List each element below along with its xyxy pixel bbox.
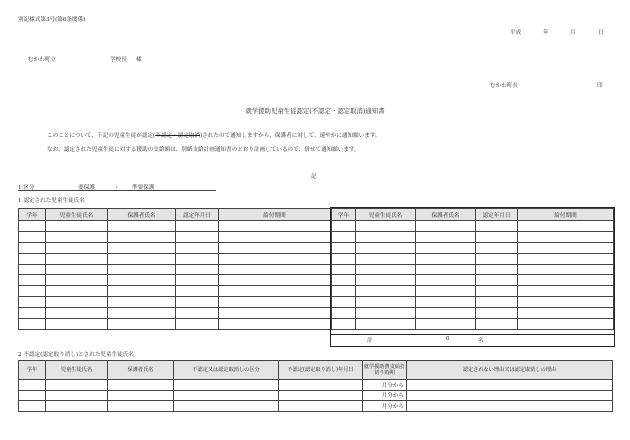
table-row <box>332 319 614 330</box>
col-student-name: 児童生徒氏名 <box>46 361 108 380</box>
student-name-cell[interactable] <box>356 275 416 286</box>
table-row <box>19 308 331 319</box>
recognition-date-cell[interactable] <box>476 297 518 308</box>
student-name-cell[interactable] <box>46 401 108 412</box>
revocation-date-cell[interactable] <box>279 390 363 401</box>
recognition-date-cell[interactable] <box>476 275 518 286</box>
total-unit: 名 <box>478 338 484 344</box>
recognition-date-cell[interactable] <box>176 286 219 297</box>
student-name-cell[interactable] <box>356 253 416 264</box>
unrecognized-table <box>18 360 613 412</box>
table-header-row <box>19 361 613 380</box>
recognition-date-cell[interactable] <box>476 242 518 253</box>
grade-cell[interactable] <box>19 264 46 275</box>
ki-heading: 記 <box>311 174 317 180</box>
benefit-period-cell[interactable] <box>219 242 331 253</box>
guardian-name-cell[interactable] <box>108 380 174 391</box>
col-cutoff-period: 就学援助費支給打切り時期 <box>363 361 407 380</box>
revocation-type-cell[interactable] <box>174 401 279 412</box>
student-name-cell[interactable] <box>356 231 416 242</box>
table-header-row <box>19 209 331 221</box>
grade-cell[interactable] <box>332 297 356 308</box>
col-recognition-date: 認定年月日 <box>476 209 518 221</box>
guardian-name-cell[interactable] <box>108 264 176 275</box>
recognition-date-cell[interactable] <box>476 231 518 242</box>
student-name-cell[interactable] <box>46 221 108 232</box>
col-guardian-name: 保護者氏名 <box>108 361 174 380</box>
guardian-name-cell[interactable] <box>108 221 176 232</box>
table-row <box>332 308 614 319</box>
recognition-date-cell[interactable] <box>476 221 518 232</box>
guardian-name-cell[interactable] <box>108 286 176 297</box>
table-row <box>19 380 613 391</box>
reason-cell[interactable] <box>407 390 613 401</box>
date-year-unit: 年 <box>543 30 549 36</box>
recognition-date-cell[interactable] <box>176 253 219 264</box>
benefit-period-cell[interactable] <box>219 286 331 297</box>
col-guardian-name: 保護者氏名 <box>416 209 476 221</box>
section2-heading: 2 不認定(認定取り消し)とされた児童生徒氏名 <box>18 352 134 358</box>
guardian-name-cell[interactable] <box>416 253 476 264</box>
grade-cell[interactable] <box>332 253 356 264</box>
col-reason: 認定されない理由又は認定取消しの理由 <box>407 361 613 380</box>
recognition-date-cell[interactable] <box>476 286 518 297</box>
recognition-date-cell[interactable] <box>476 253 518 264</box>
guardian-name-cell[interactable] <box>416 264 476 275</box>
grade-cell[interactable] <box>332 231 356 242</box>
recognition-date-cell[interactable] <box>176 297 219 308</box>
recognition-date-cell[interactable] <box>176 242 219 253</box>
grade-cell[interactable] <box>332 308 356 319</box>
guardian-name-cell[interactable] <box>416 242 476 253</box>
student-name-cell[interactable] <box>356 297 416 308</box>
revocation-date-cell[interactable] <box>279 401 363 412</box>
recognized-table-right <box>331 208 614 330</box>
reason-cell[interactable] <box>407 401 613 412</box>
benefit-period-cell[interactable] <box>219 297 331 308</box>
table-row <box>332 275 614 286</box>
col-grade: 学年 <box>19 209 46 221</box>
body-line-1 <box>47 131 381 139</box>
benefit-period-cell[interactable] <box>219 231 331 242</box>
col-grade: 学年 <box>332 209 356 221</box>
total-row <box>330 333 615 347</box>
table-row <box>332 221 614 232</box>
student-name-cell[interactable] <box>46 253 108 264</box>
grade-cell[interactable] <box>19 319 46 330</box>
table-header-row <box>332 209 614 221</box>
col-benefit-period: 給付期間 <box>518 209 614 221</box>
guardian-name-cell[interactable] <box>416 231 476 242</box>
body-line-1-before: このことについて、下記の児童生徒が認定( <box>47 133 156 139</box>
document-title: 就学援助児童生徒認定(不認定・認定取消)通知書 <box>245 107 385 115</box>
benefit-period-cell[interactable] <box>219 308 331 319</box>
student-name-cell[interactable] <box>46 275 108 286</box>
table-row <box>19 275 331 286</box>
student-name-cell[interactable] <box>46 286 108 297</box>
reason-cell[interactable] <box>407 380 613 391</box>
table-row <box>19 401 613 412</box>
revocation-date-cell[interactable] <box>279 380 363 391</box>
guardian-name-cell[interactable] <box>108 390 174 401</box>
table-row <box>332 231 614 242</box>
grade-cell[interactable] <box>19 390 46 401</box>
student-name-cell[interactable] <box>46 264 108 275</box>
table-row <box>19 231 331 242</box>
benefit-period-cell[interactable] <box>518 297 614 308</box>
total-label: 計 <box>367 338 373 344</box>
guardian-name-cell[interactable] <box>108 319 176 330</box>
guardian-name-cell[interactable] <box>416 308 476 319</box>
grade-cell[interactable] <box>19 275 46 286</box>
benefit-period-cell[interactable] <box>518 231 614 242</box>
table-row <box>19 253 331 264</box>
benefit-period-cell[interactable] <box>518 253 614 264</box>
grade-cell[interactable] <box>19 231 46 242</box>
addressee-school: 学校長 <box>110 57 127 63</box>
date-month-unit: 月 <box>570 30 576 36</box>
table-row <box>19 390 613 401</box>
guardian-name-cell[interactable] <box>108 297 176 308</box>
recognition-date-cell[interactable] <box>476 319 518 330</box>
grade-cell[interactable] <box>332 221 356 232</box>
cutoff-cell[interactable]: 月分から <box>363 390 407 401</box>
student-name-cell[interactable] <box>46 231 108 242</box>
table-row <box>332 286 614 297</box>
table-row <box>332 242 614 253</box>
guardian-name-cell[interactable] <box>108 231 176 242</box>
recognition-date-cell[interactable] <box>476 264 518 275</box>
benefit-period-cell[interactable] <box>518 286 614 297</box>
benefit-period-cell[interactable] <box>219 253 331 264</box>
sender-seal: 印 <box>597 83 603 89</box>
section1-underline <box>18 190 216 191</box>
table-row <box>19 242 331 253</box>
table-row <box>332 264 614 275</box>
col-guardian-name: 保護者氏名 <box>108 209 176 221</box>
grade-cell[interactable] <box>19 401 46 412</box>
grade-cell[interactable] <box>19 380 46 391</box>
grade-cell[interactable] <box>19 221 46 232</box>
body-line-1-after: )されたので通知しますから、保護者に対して、速やかに通知願います。 <box>200 133 381 139</box>
grade-cell[interactable] <box>332 242 356 253</box>
grade-cell[interactable] <box>332 275 356 286</box>
student-name-cell[interactable] <box>46 308 108 319</box>
table-row <box>19 319 331 330</box>
guardian-name-cell[interactable] <box>416 297 476 308</box>
student-name-cell[interactable] <box>356 286 416 297</box>
guardian-name-cell[interactable] <box>108 242 176 253</box>
benefit-period-cell[interactable] <box>518 319 614 330</box>
student-name-cell[interactable] <box>356 242 416 253</box>
section1-separator: ・ <box>114 185 120 191</box>
col-recognition-date: 認定年月日 <box>176 209 219 221</box>
grade-cell[interactable] <box>332 264 356 275</box>
guardian-name-cell[interactable] <box>416 319 476 330</box>
recognition-date-cell[interactable] <box>176 231 219 242</box>
guardian-name-cell[interactable] <box>416 275 476 286</box>
benefit-period-cell[interactable] <box>518 264 614 275</box>
student-name-cell[interactable] <box>356 308 416 319</box>
student-name-cell[interactable] <box>46 380 108 391</box>
table-row <box>332 297 614 308</box>
recognition-date-cell[interactable] <box>176 264 219 275</box>
recognition-date-cell[interactable] <box>476 308 518 319</box>
student-name-cell[interactable] <box>356 221 416 232</box>
table-row <box>332 253 614 264</box>
guardian-name-cell[interactable] <box>108 275 176 286</box>
student-name-cell[interactable] <box>46 390 108 401</box>
col-grade: 学年 <box>19 361 46 380</box>
benefit-period-cell[interactable] <box>518 308 614 319</box>
benefit-period-cell[interactable] <box>518 242 614 253</box>
benefit-period-cell[interactable] <box>219 275 331 286</box>
col-revocation-type: 不認定又は認定取消しの区分 <box>174 361 279 380</box>
form-id: 別記様式第3号(第6条関係) <box>18 17 86 23</box>
col-student-name: 児童生徒氏名 <box>356 209 416 221</box>
grade-cell[interactable] <box>332 286 356 297</box>
addressee-town: むかわ町立 <box>28 57 56 63</box>
total-count: 0 <box>446 336 450 342</box>
table-row <box>19 264 331 275</box>
grade-cell[interactable] <box>19 253 46 264</box>
student-name-cell[interactable] <box>46 242 108 253</box>
col-student-name: 児童生徒氏名 <box>46 209 108 221</box>
guardian-name-cell[interactable] <box>416 221 476 232</box>
student-name-cell[interactable] <box>46 297 108 308</box>
body-line-2: なお、認定された児童生徒に対する援助の支給額は、別紙支給計画通知書のとおり計画しているので、併せて通知願います。 <box>47 147 360 153</box>
guardian-name-cell[interactable] <box>108 308 176 319</box>
date-era: 平成 <box>510 30 522 36</box>
benefit-period-cell[interactable] <box>219 264 331 275</box>
benefit-period-cell[interactable] <box>518 221 614 232</box>
body-line-1-struck: 不認定・認定取消 <box>155 133 201 139</box>
revocation-type-cell[interactable] <box>174 390 279 401</box>
recognition-date-cell[interactable] <box>176 221 219 232</box>
guardian-name-cell[interactable] <box>108 253 176 264</box>
section1-subheading: 1 認定された児童生徒氏名 <box>18 198 85 204</box>
student-name-cell[interactable] <box>46 319 108 330</box>
cutoff-cell[interactable]: 月分から <box>363 401 407 412</box>
cutoff-cell[interactable]: 月分から <box>363 380 407 391</box>
benefit-period-cell[interactable] <box>219 319 331 330</box>
benefit-period-cell[interactable] <box>219 221 331 232</box>
grade-cell[interactable] <box>19 297 46 308</box>
recognized-table-left <box>18 208 331 330</box>
sender-name: むかわ町長 <box>490 83 518 89</box>
col-revocation-date: 不認定(認定取り消し)年月日 <box>279 361 363 380</box>
grade-cell[interactable] <box>332 319 356 330</box>
section1-option-a: 要保護 <box>78 185 95 191</box>
table-row <box>19 286 331 297</box>
guardian-name-cell[interactable] <box>416 286 476 297</box>
grade-cell[interactable] <box>19 286 46 297</box>
section1-option-b: 準要保護 <box>132 185 155 191</box>
date-day-unit: 日 <box>598 30 604 36</box>
recognition-date-cell[interactable] <box>176 275 219 286</box>
recognition-date-cell[interactable] <box>176 308 219 319</box>
recognition-date-cell[interactable] <box>176 319 219 330</box>
benefit-period-cell[interactable] <box>518 275 614 286</box>
student-name-cell[interactable] <box>356 264 416 275</box>
student-name-cell[interactable] <box>356 319 416 330</box>
section1-label: 1 区分 <box>18 185 35 191</box>
grade-cell[interactable] <box>19 308 46 319</box>
guardian-name-cell[interactable] <box>108 401 174 412</box>
table-row <box>19 221 331 232</box>
col-benefit-period: 給付期間 <box>219 209 331 221</box>
revocation-type-cell[interactable] <box>174 380 279 391</box>
table-row <box>19 297 331 308</box>
addressee-honorific: 様 <box>136 57 142 63</box>
grade-cell[interactable] <box>19 242 46 253</box>
